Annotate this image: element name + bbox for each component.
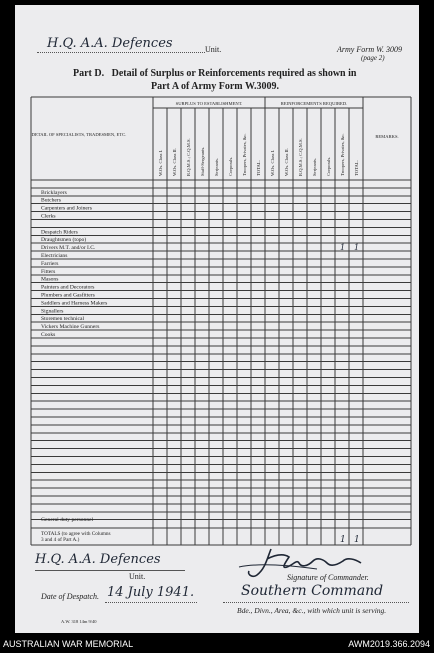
surplus-col-header: TOTAL.	[256, 160, 261, 176]
trade-label: Signallers	[41, 308, 64, 315]
reinforcement-col-header: R.Q.M.S.; C.Q.M.S.	[298, 138, 303, 176]
trade-label: Draughtsmen (topo)	[41, 237, 87, 244]
signature-block	[15, 545, 419, 633]
drivers-entry-troopers: 1	[340, 243, 346, 253]
signature-label: Signature of Commander.	[287, 573, 369, 582]
footer-unit-label: Unit.	[129, 572, 146, 581]
footer-unit-handwritten: H.Q. A.A. Defences	[35, 552, 161, 567]
caption-bar	[0, 636, 434, 653]
surplus-col-header: Corporals.	[228, 156, 233, 176]
trade-label: Drivers M.T. and/or I.C.	[41, 245, 96, 252]
trade-label: Bricklayers	[41, 189, 67, 196]
part-label: Part D.	[73, 68, 105, 79]
totals-entry-total: 1	[354, 535, 360, 545]
despatch-label: Date of Despatch.	[41, 592, 99, 601]
totals-label-1: TOTALS (to agree with Columns	[41, 531, 111, 537]
surplus-col-header: Staff-Sergeants.	[200, 146, 205, 176]
drivers-entry-total: 1	[354, 243, 360, 253]
printer-note: A.W. 318 14m 9/40	[61, 619, 97, 624]
form-page: (page 2)	[361, 54, 385, 62]
trade-label: Plumbers and Gasfitters	[41, 292, 95, 299]
reinforcement-col-header: Serjeants.	[312, 158, 317, 176]
unit-handwritten: H.Q. A.A. Defences	[47, 36, 173, 51]
surplus-col-header: W.Os. Class I.	[158, 149, 163, 176]
reinforcement-col-header: Corporals.	[326, 156, 331, 176]
despatch-underline	[105, 602, 197, 603]
reinforcement-col-header: W.Os. Class II.	[284, 148, 289, 176]
general-duty-label: General duty personnel	[41, 517, 94, 523]
title-line-2: Part A of Army Form W.3009.	[151, 81, 280, 92]
despatch-date: 14 July 1941.	[107, 585, 195, 600]
trade-label: Clerks	[41, 213, 56, 220]
trade-label: Electricians	[41, 253, 68, 259]
trade-label: Carpenters and Joiners	[41, 205, 92, 212]
caption-right: AWM2019.366.2094	[348, 639, 430, 649]
specialists-header: DETAIL OF SPECIALISTS, TRADESMEN, ETC.	[31, 132, 127, 137]
title-text-1: Detail of Surplus or Reinforcements required as shown in	[111, 68, 357, 79]
surplus-header: SURPLUS TO ESTABLISHMENT.	[175, 101, 243, 106]
reinforcement-col-header: TOTAL.	[354, 160, 359, 176]
footer-unit-underline	[35, 570, 185, 571]
totals-entry-troopers: 1	[340, 535, 346, 545]
unit-label: Unit.	[205, 45, 222, 54]
trade-label: Despatch Riders	[41, 229, 78, 236]
trade-label: Butchers	[41, 197, 61, 204]
surplus-col-header: Serjeants.	[214, 158, 219, 176]
surplus-col-header: W.Os. Class II.	[172, 148, 177, 176]
remarks-header: REMARKS.	[375, 134, 399, 139]
trade-label: Fitters	[41, 268, 56, 275]
totals-label-2: 3 and 4 of Part A.)	[41, 537, 80, 543]
surplus-col-header: Troopers, Privates, &c.	[242, 133, 247, 176]
trade-label: Cooks	[41, 332, 56, 338]
command-underline	[223, 602, 409, 603]
trade-label: Painters and Decorators	[41, 284, 95, 291]
command-handwritten: Southern Command	[241, 583, 384, 599]
form-name: Army Form W. 3009	[337, 45, 403, 54]
form-sheet	[15, 5, 419, 633]
bde-label: Bde., Divn., Area, &c., with which unit is serving.	[237, 606, 387, 615]
trade-label: Vickers Machine Gunners	[41, 324, 100, 331]
caption-left: AUSTRALIAN WAR MEMORIAL	[3, 639, 134, 649]
table-grid	[15, 5, 419, 633]
trade-label: Farriers	[41, 260, 59, 267]
trade-label: Masons	[41, 276, 59, 283]
reinforcement-col-header: Troopers, Privates, &c.	[340, 133, 345, 176]
trade-label: Saddlers and Harness Makers	[41, 300, 108, 307]
surplus-col-header: R.Q.M.S.; C.Q.M.S.	[186, 138, 191, 176]
trade-label: Storemen technical	[41, 316, 85, 323]
reinforcement-col-header: W.Os. Class I.	[270, 149, 275, 176]
reinforcements-header: REINFORCEMENTS REQUIRED.	[280, 101, 348, 106]
